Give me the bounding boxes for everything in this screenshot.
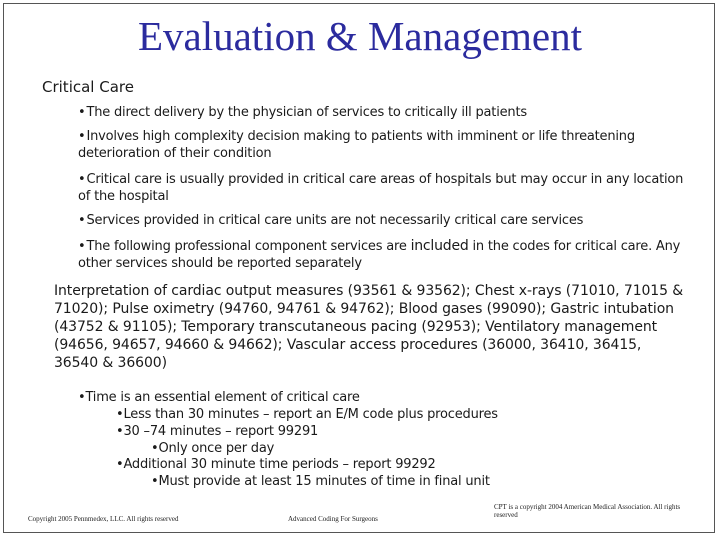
time-once-per-day-text: Only once per day: [158, 441, 275, 456]
bullet-emphasis: included: [410, 238, 469, 254]
time-once-per-day-item: [151, 441, 274, 457]
bullet-critical-care-location: [78, 171, 688, 205]
bullet-direct-delivery: [78, 104, 688, 121]
bullet-mark: •: [151, 474, 159, 489]
bullet-mark: •: [78, 129, 86, 144]
bullet-mark: •: [78, 390, 86, 405]
footer-cpt-notice: CPT is a copyright 2004 American Medical Association. All rights reserved: [494, 503, 681, 519]
footer-copyright: Copyright 2005 Pennmedex, LLC. All rights reserved: [28, 515, 179, 523]
bullet-mark: •: [116, 457, 124, 472]
time-additional-item: [116, 457, 436, 473]
bullet-high-complexity: [78, 128, 688, 162]
bullet-text: The direct delivery by the physician of services to critically ill patients: [86, 105, 527, 120]
time-30-74-text: 30 –74 minutes – report 99291: [123, 424, 319, 439]
time-minimum-text: Must provide at least 15 minutes of time in final unit: [158, 474, 490, 489]
bullet-text-after: in the codes for critical care. Any other services should be reported separately: [78, 239, 681, 271]
time-less-30-item: [116, 407, 498, 423]
bullet-included-services: [78, 238, 688, 272]
bullet-mark: •: [78, 239, 86, 254]
bullet-not-necessarily: [78, 212, 688, 229]
bullet-text: Involves high complexity decision making to patients with imminent or life threatening deterioration of their condition: [78, 129, 635, 161]
bullet-mark: •: [78, 213, 86, 228]
slide-title: Evaluation & Management: [137, 13, 583, 59]
time-essential-text: Time is an essential element of critical care: [85, 390, 360, 405]
included-services-list: Interpretation of cardiac output measures (93561 & 93562); Chest x-rays (71010, 71015 & 71020); Pulse oximetry (94760, 94761 & 94762); Blood gases (99090); Gastric intubation (43752 & 91105); Temporary transcutaneous pacing (92953); Ventilatory management (94656, 94657, 94660 & 94662); Vascular access procedures (36000, 36410, 36415, 36540 & 36600): [54, 283, 684, 371]
time-30-74-item: [116, 424, 318, 440]
time-additional-text: Additional 30 minute time periods – report 99292: [123, 457, 436, 472]
bullet-mark: •: [116, 424, 124, 439]
bullet-text: Services provided in critical care units are not necessarily critical care services: [86, 213, 584, 228]
bullet-mark: •: [78, 172, 86, 187]
bullet-mark: •: [116, 407, 124, 422]
time-essential-item: [78, 390, 360, 406]
bullet-text-before: The following professional component services are: [86, 239, 411, 254]
bullet-text: Critical care is usually provided in critical care areas of hospitals but may occur in any location of the hospital: [78, 172, 684, 204]
bullet-mark: •: [78, 105, 86, 120]
footer-course-title: Advanced Coding For Surgeons: [288, 515, 378, 523]
time-less-30-text: Less than 30 minutes – report an E/M code plus procedures: [123, 407, 498, 422]
bullet-mark: •: [151, 441, 159, 456]
time-minimum-item: [151, 474, 490, 490]
section-heading: Critical Care: [42, 78, 134, 96]
